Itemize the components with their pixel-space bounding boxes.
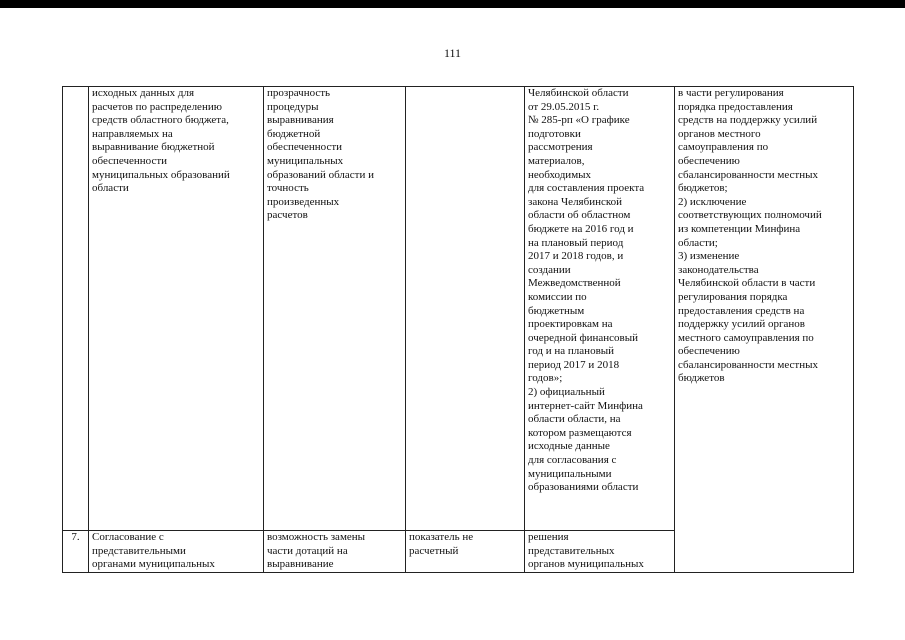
- cell-consequences: в части регулирования порядка предоставления средств на поддержку усилий органов местного самоуправления по обеспечению сбалансированности местных бюджетов; 2) исключение соответствующих полномочий из компетенции Минфина области; 3) изменение законодательства Челябинской области в части регулирования порядка предоставления средств на поддержку усилий органов местного самоуправления по обеспечению сбалансированности местных бюджетов: [675, 87, 854, 573]
- cell-number: [63, 87, 89, 531]
- cell-measure: исходных данных для расчетов по распределению средств областного бюджета, направляемых на выравнивание бюджетной обеспеченности муниципальных образований области: [89, 87, 264, 531]
- cell-basis: решения представительных органов муниципальных: [525, 531, 675, 573]
- table-row-continued: [63, 87, 854, 531]
- cell-result: возможность замены части дотаций на выравнивание: [264, 531, 406, 573]
- cell-result: прозрачность процедуры выравнивания бюджетной обеспеченности муниципальных образований области и точность произведенных расчетов: [264, 87, 406, 531]
- cell-number: 7.: [63, 531, 89, 573]
- cell-measure: Согласование с представительными органами муниципальных: [89, 531, 264, 573]
- top-edge-bar: [0, 0, 905, 8]
- page-number: 111: [443, 46, 462, 60]
- cell-indicator: показатель не расчетный: [406, 531, 525, 573]
- cell-basis: Челябинской области от 29.05.2015 г. № 285-рп «О графике подготовки рассмотрения материалов, необходимых для составления проекта закона Челябинской области об областном бюджете на 2016 год и на плановый период 2017 и 2018 годов, и создании Межведомственной комиссии по бюджетным проектировкам на очередной финансовый год и на плановый период 2017 и 2018 годов»; 2) официальный интернет-сайт Минфина области области, на котором размещаются исходные данные для согласования с муниципальными образованиями области: [525, 87, 675, 531]
- cell-indicator: [406, 87, 525, 531]
- measures-table: [62, 86, 854, 573]
